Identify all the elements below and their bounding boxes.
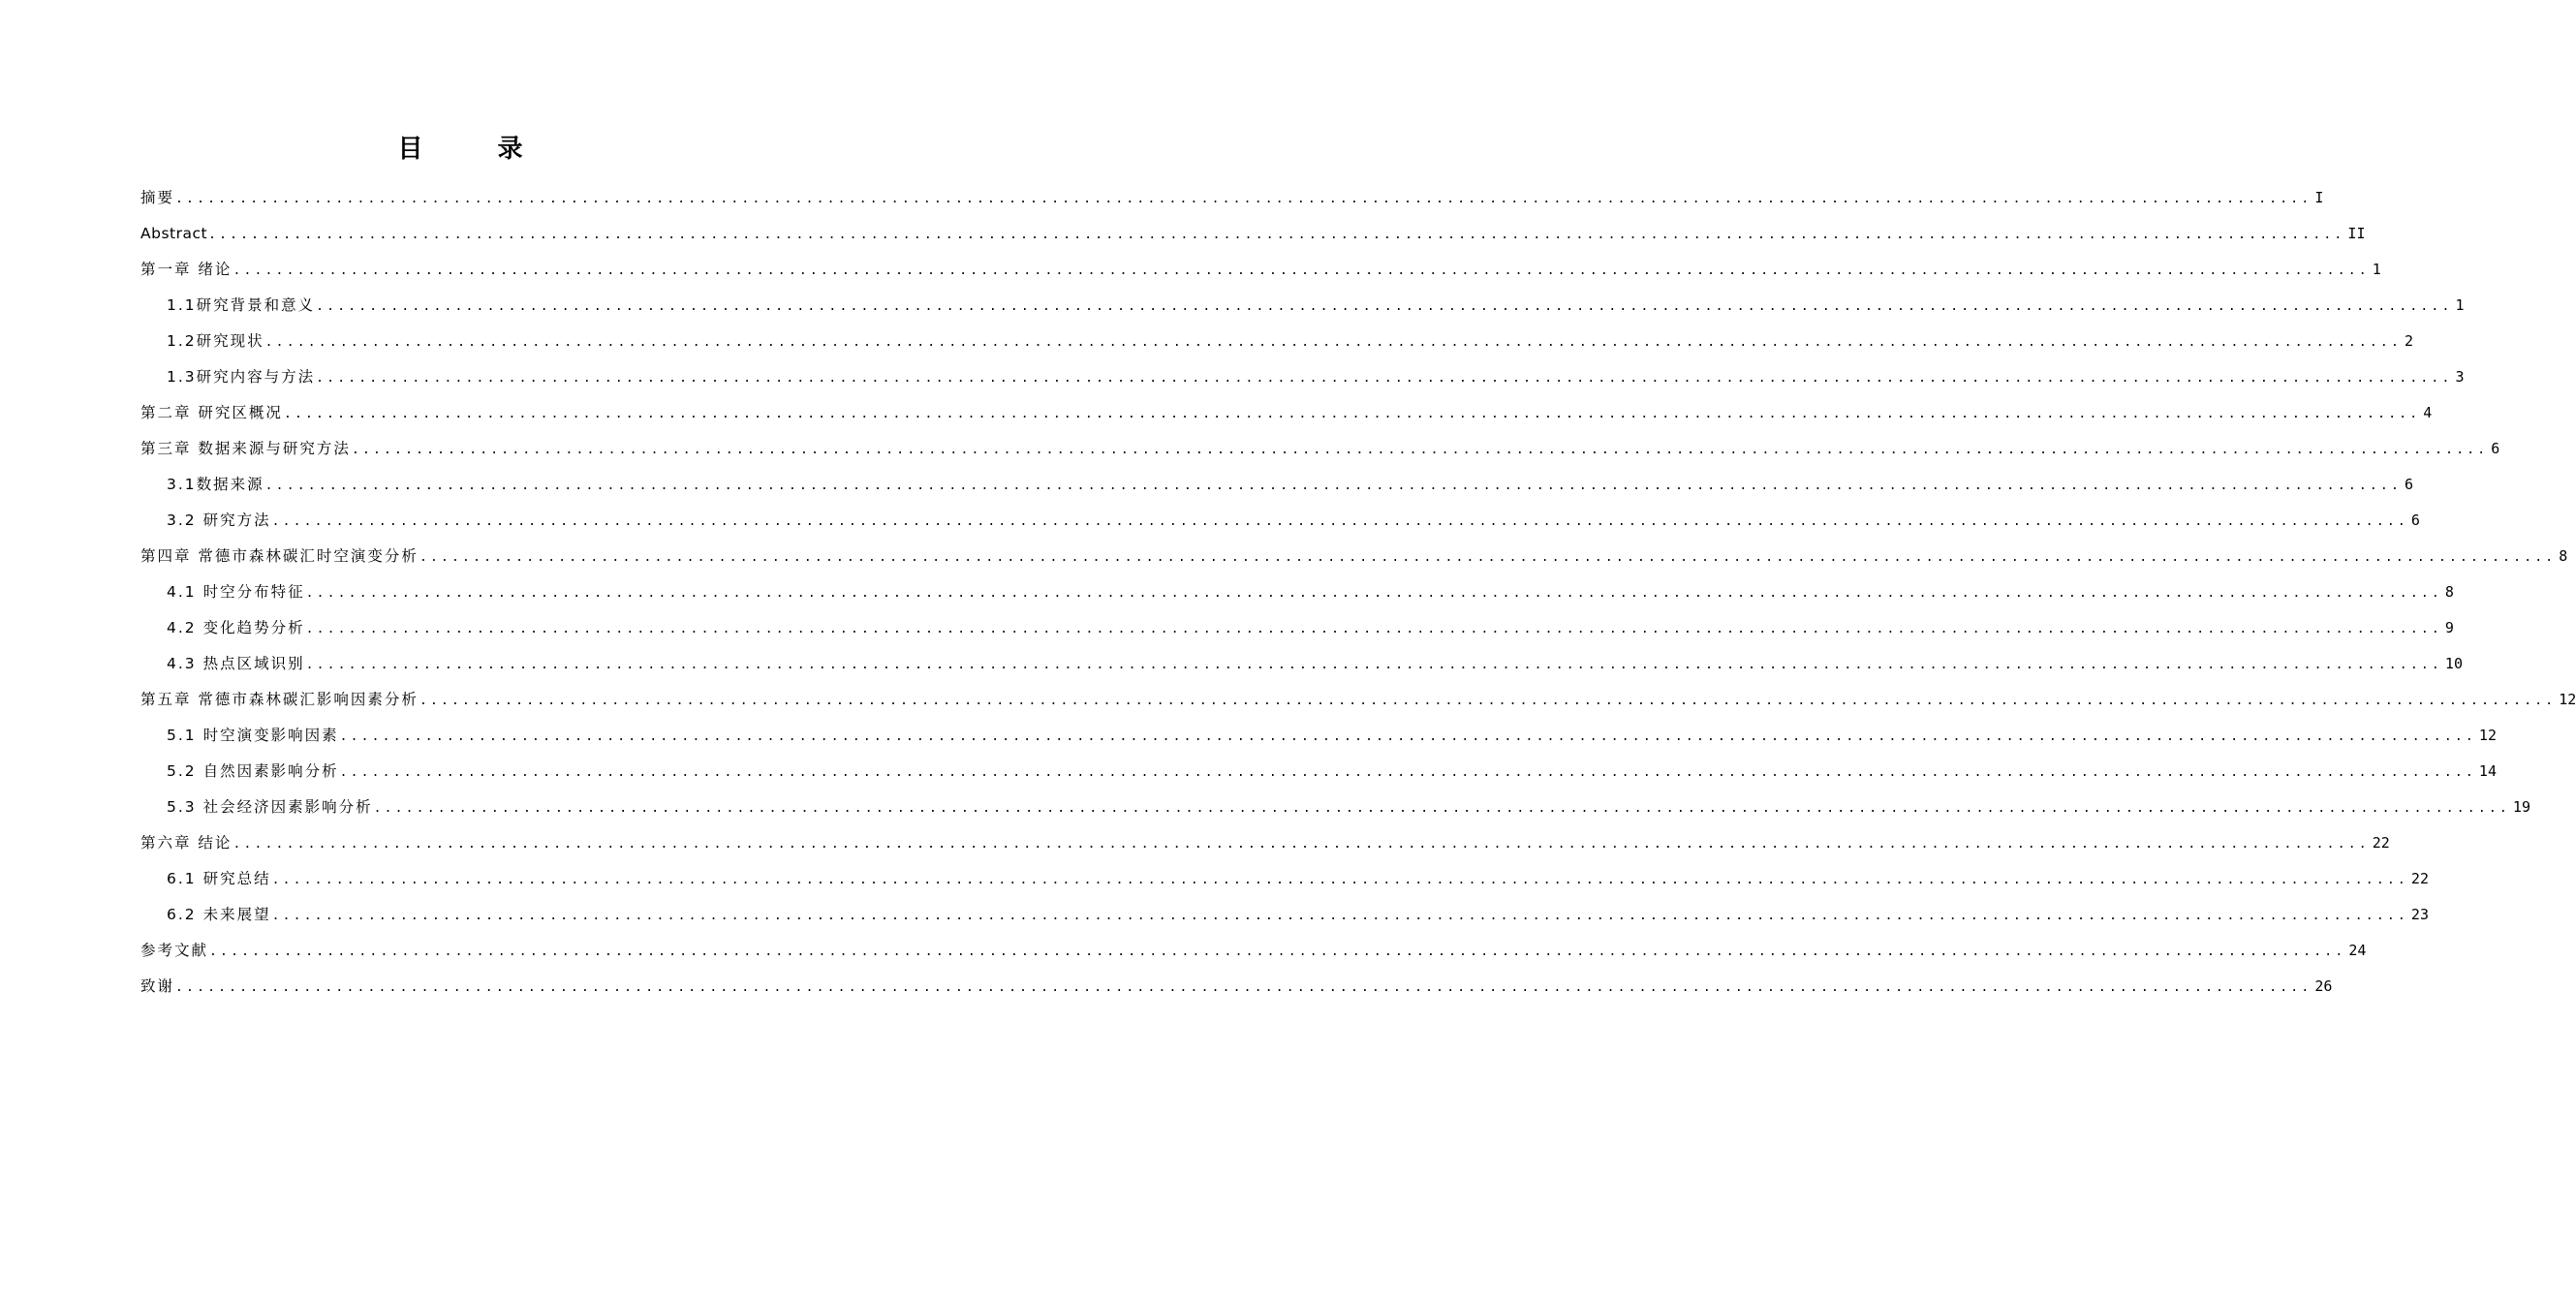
toc-entry-page: 24 (2348, 942, 2367, 959)
toc-entry[interactable] (140, 754, 2497, 790)
toc-entry-page: 22 (2410, 870, 2429, 887)
toc-entry-label: 第六章 结论 (140, 834, 233, 852)
toc-entry-label: 第一章 绪论 (140, 261, 233, 278)
toc-leader-dots: ........................................................................................................................................................................................................ (419, 694, 2557, 708)
toc-entry[interactable] (140, 467, 2414, 503)
toc-entry[interactable] (140, 718, 2497, 754)
toc-entry[interactable] (140, 252, 2381, 288)
toc-entry-page: 10 (2444, 655, 2463, 672)
toc-entry-page: 8 (2559, 547, 2568, 565)
toc-leader-dots: ........................................................................................................................................................................................................ (305, 586, 2442, 601)
toc-entry-label: 4.1 时空分布特征 (167, 583, 305, 601)
toc-entry-page: 12 (2478, 727, 2497, 744)
toc-entry-label: 第二章 研究区概况 (140, 404, 283, 421)
toc-leader-dots: ........................................................................................................................................................................................................ (316, 371, 2453, 386)
toc-leader-dots: ........................................................................................................................................................................................................ (373, 801, 2510, 816)
toc-entry[interactable] (140, 969, 2333, 1005)
toc-entry[interactable] (140, 180, 2324, 216)
toc-entry[interactable] (140, 431, 2500, 467)
toc-entry[interactable] (140, 861, 2429, 897)
toc-entry-label: 5.1 时空演变影响因素 (167, 727, 339, 744)
toc-leader-dots: ........................................................................................................................................................................................................ (264, 335, 2402, 350)
toc-entry-page: 22 (2372, 834, 2390, 852)
toc-leader-dots: ........................................................................................................................................................................................................ (233, 837, 2370, 852)
toc-title: 目 录 (397, 135, 556, 164)
toc-leader-dots: ........................................................................................................................................................................................................ (271, 909, 2408, 923)
toc-entry-page: 4 (2423, 404, 2433, 421)
toc-leader-dots: ........................................................................................................................................................................................................ (208, 228, 2345, 242)
toc-leader-dots: ........................................................................................................................................................................................................ (339, 765, 2476, 780)
toc-entry[interactable] (140, 610, 2454, 646)
toc-leader-dots: ........................................................................................................................................................................................................ (175, 980, 2312, 995)
toc-leader-dots: ........................................................................................................................................................................................................ (271, 514, 2408, 529)
toc-leader-dots: ........................................................................................................................................................................................................ (233, 264, 2370, 278)
toc-entry-page: 6 (2491, 440, 2500, 457)
toc-entry-page: 12 (2559, 691, 2576, 708)
toc-entry[interactable] (140, 790, 2530, 825)
toc-entry-page: 26 (2314, 977, 2333, 995)
toc-leader-dots: ........................................................................................................................................................................................................ (305, 658, 2442, 672)
toc-entry-label: 致谢 (140, 977, 175, 995)
toc-entry-label: 3.2 研究方法 (167, 512, 271, 529)
toc-entry-label: Abstract (140, 225, 208, 242)
toc-entry-label: 3.1数据来源 (167, 476, 264, 493)
toc-entry-page: 6 (2410, 512, 2420, 529)
toc-entry-page: 23 (2410, 906, 2429, 923)
toc-entry[interactable] (140, 897, 2429, 933)
toc-leader-dots: ........................................................................................................................................................................................................ (351, 443, 2489, 457)
toc-leader-dots: ........................................................................................................................................................................................................ (271, 873, 2408, 887)
toc-entry-label: 5.2 自然因素影响分析 (167, 762, 339, 780)
toc-leader-dots: ........................................................................................................................................................................................................ (305, 622, 2442, 636)
toc-entry-label: 5.3 社会经济因素影响分析 (167, 798, 373, 816)
toc-entry-label: 第五章 常德市森林碳汇影响因素分析 (140, 691, 419, 708)
toc-entry[interactable] (140, 574, 2454, 610)
toc-entry-label: 4.3 热点区域识别 (167, 655, 305, 672)
toc-entry-page: 6 (2405, 476, 2414, 493)
toc-list (140, 180, 2576, 1005)
toc-entry[interactable] (140, 933, 2367, 969)
toc-leader-dots: ........................................................................................................................................................................................................ (264, 479, 2402, 493)
toc-entry-label: 4.2 变化趋势分析 (167, 619, 305, 636)
toc-entry-page: 8 (2444, 583, 2454, 601)
toc-entry-label: 1.2研究现状 (167, 332, 264, 350)
toc-entry-label: 第三章 数据来源与研究方法 (140, 440, 351, 457)
toc-entry-page: 1 (2455, 296, 2465, 314)
toc-leader-dots: ........................................................................................................................................................................................................ (175, 192, 2312, 206)
toc-leader-dots: ........................................................................................................................................................................................................ (283, 407, 2421, 421)
toc-leader-dots: ........................................................................................................................................................................................................ (419, 550, 2557, 565)
toc-entry-label: 1.1研究背景和意义 (167, 296, 316, 314)
toc-entry[interactable] (140, 682, 2576, 718)
toc-entry-label: 6.2 未来展望 (167, 906, 271, 923)
toc-entry[interactable] (140, 503, 2420, 539)
toc-entry[interactable] (140, 646, 2463, 682)
toc-entry-page: II (2347, 225, 2366, 242)
toc-entry[interactable] (140, 825, 2390, 861)
toc-entry-label: 第四章 常德市森林碳汇时空演变分析 (140, 547, 419, 565)
toc-entry-label: 1.3研究内容与方法 (167, 368, 316, 386)
toc-entry-page: 3 (2455, 368, 2465, 386)
toc-entry-page: 9 (2444, 619, 2454, 636)
toc-entry[interactable] (140, 324, 2414, 359)
toc-entry[interactable] (140, 359, 2465, 395)
toc-entry-label: 摘要 (140, 189, 175, 206)
toc-leader-dots: ........................................................................................................................................................................................................ (209, 945, 2346, 959)
toc-leader-dots: ........................................................................................................................................................................................................ (316, 299, 2453, 314)
toc-entry[interactable] (140, 539, 2568, 574)
toc-leader-dots: ........................................................................................................................................................................................................ (339, 729, 2476, 744)
toc-entry-label: 6.1 研究总结 (167, 870, 271, 887)
toc-entry[interactable] (140, 288, 2465, 324)
toc-entry-page: I (2314, 189, 2324, 206)
toc-entry-page: 14 (2478, 762, 2497, 780)
toc-entry-page: 2 (2405, 332, 2414, 350)
toc-entry[interactable] (140, 395, 2433, 431)
toc-entry-page: 19 (2512, 798, 2530, 816)
toc-entry[interactable] (140, 216, 2366, 252)
toc-entry-page: 1 (2372, 261, 2381, 278)
toc-entry-label: 参考文献 (140, 942, 209, 959)
